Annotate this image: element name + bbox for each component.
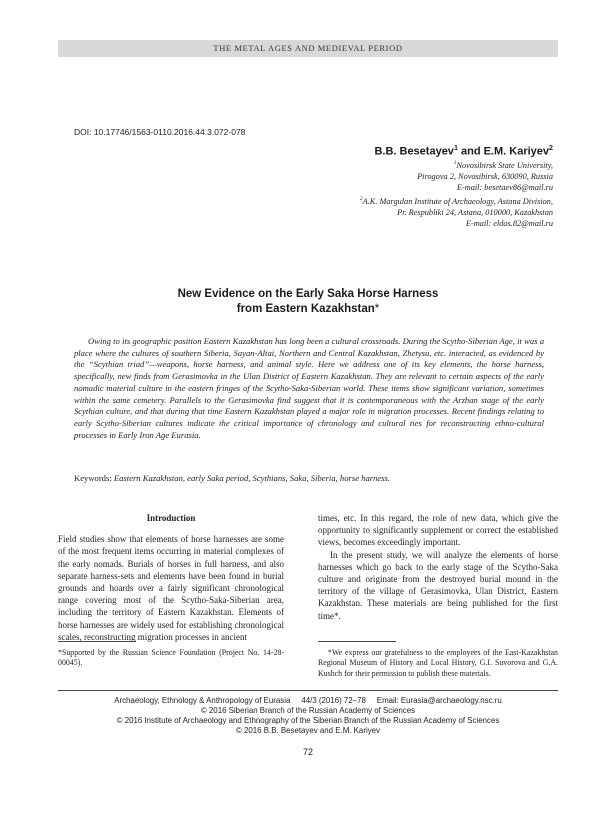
affiliation-line: [253, 158, 553, 171]
section-header-banner: [58, 40, 558, 57]
footnote-divider: [318, 641, 396, 642]
author-2-sup: 2: [549, 144, 553, 152]
author-1-sup: 1: [453, 144, 458, 152]
keywords: [74, 473, 544, 485]
author-line: [374, 144, 553, 158]
affiliation-email[interactable]: E-mail: eldos.82@mail.ru: [465, 219, 553, 229]
footnote-right: [318, 641, 558, 679]
keywords-label: Keywords:: [74, 473, 114, 483]
affiliation-email[interactable]: E-mail: besetaev86@mail.ru: [456, 183, 553, 193]
footer-journal-line: Archaeology, Ethnology & Anthropology of Eurasia 44/3 (2016) 72–78 Email: Eurasia@archaeology.nsc.ru: [114, 696, 502, 705]
abstract: Owing to its geographic position Eastern Kazakhstan has long been a cultural crossroads. During the Scytho-Siberian Age, it was a place where the cultures of southern Siberia, Sayan-Altai, Northern and Central Kazakhstan, Zhetysu, etc. interacted, as evidenced by the “Scythian triad”—weapons, horse harness, and animal style. Here we address one of its key elements, the horse harness, specifically, new finds from Gerasimovka in the Ulan District of Eastern Kazakhstan. They are relevant to certain aspects of the early nomadic material culture in the eastern fringes of the Scytho-Saka-Siberian world. These items show significant variation, sometimes within the same cemetery. Parallels to the Gerasimovka find suggest that it is contemporaneous with the Arzhan stage of the early Scythian culture, and that during that time Eastern Kazakhstan played a major role in migration processes. Recent findings relating to early Scytho-Siberian cultures indicate the critical importance of chronology and cultural ties for reconstructing ethno-cultural processes in Early Iron Age Eurasia.: [74, 336, 544, 440]
affiliation-text: Pr. Respubliki 24, Astana, 010000, Kazakhstan: [397, 207, 553, 217]
footnote-text: *We express our gratefulness to the employees of the East-Kazakhstan Regional Museum of History and Local History, G.I. Suvorova and G.A. Kushch for their permission to publish these materials.: [318, 648, 558, 678]
doi[interactable]: DOI: 10.17746/1563-0110.2016.44.3.072-078: [74, 127, 246, 137]
title-footnote-mark: *: [374, 303, 380, 315]
body-paragraph: In the present study, we will analyze the elements of horse harnesses which go back to the early stage of the Scytho-Saka culture and originate from the destroyed burial mound in the territory of the village of Gerasimovka, Ulan District, Eastern Kazakhstan. These materials are being published for the first time*.: [318, 549, 558, 621]
footer-copyright-line: © 2016 Siberian Branch of the Russian Academy of Sciences: [200, 706, 416, 715]
affiliation-text: A.K. Margulan Institute of Archaeology, Astana Division,: [362, 196, 553, 206]
footnote-text: *Supported by the Russian Science Foundation (Project No. 14-28-00045).: [58, 648, 284, 668]
affiliations: [253, 158, 553, 229]
affiliation-text: Novosibirsk State University,: [456, 160, 553, 170]
affiliation-text: Pirogova 2, Novosibirsk, 630090, Russia: [417, 172, 553, 182]
keywords-text: Eastern Kazakhstan, early Saka period, Scythians, Saka, Siberia, horse harness.: [113, 473, 391, 483]
article-title: [58, 287, 558, 317]
section-title: THE METAL AGES AND MEDIEVAL PERIOD: [213, 43, 403, 53]
affiliation-sup: 1: [453, 160, 457, 166]
title-line-1: New Evidence on the Early Saka Horse Harness: [177, 288, 439, 300]
page-footer: [58, 696, 558, 736]
title-line-2: [58, 302, 558, 317]
author-separator: and: [457, 145, 484, 158]
right-column: [318, 512, 558, 622]
footer-copyright-line: © 2016 B.B. Besetayev and E.M. Kariyev: [236, 726, 380, 735]
body-paragraph: times, etc. In this regard, the role of new data, which give the opportunity to significantly supplement or correct the established views, becomes exceedingly important.: [318, 513, 558, 548]
author-1: B.B. Besetayev: [374, 145, 454, 158]
affiliation-line: [253, 218, 553, 229]
footnote-left: [58, 641, 284, 669]
affiliation-line: [253, 182, 553, 193]
title-line-2-text: from Eastern Kazakhstan: [236, 303, 375, 315]
affiliation-line: [253, 207, 553, 218]
left-column: [58, 512, 284, 643]
footer-divider: [58, 690, 558, 691]
footnote-divider: [58, 641, 136, 642]
body-paragraph: Field studies show that elements of horse harnesses are some of the most frequent items occurring in material complexes of the early nomads. Burials of horses in full harness, and also separate harness-sets and elements have been found in burial grounds and hoards over a fairly significant chronological range covering most of the Scytho-Saka-Siberian area, including the territory of Eastern Kazakhstan. Elements of horse harnesses are widely used for establishing chronological scales, reconstructing migration processes in ancient: [58, 534, 284, 642]
author-2: E.M. Kariyev: [483, 145, 550, 158]
affiliation-line: [253, 171, 553, 182]
affiliation-line: [253, 194, 553, 207]
affiliation-sup: 2: [359, 195, 363, 202]
page-number: 72: [302, 747, 313, 757]
footer-copyright-line: © 2016 Institute of Archaeology and Ethnography of the Siberian Branch of the Russian Academy of Sciences: [116, 716, 500, 725]
section-heading-introduction: Introduction: [146, 513, 196, 523]
